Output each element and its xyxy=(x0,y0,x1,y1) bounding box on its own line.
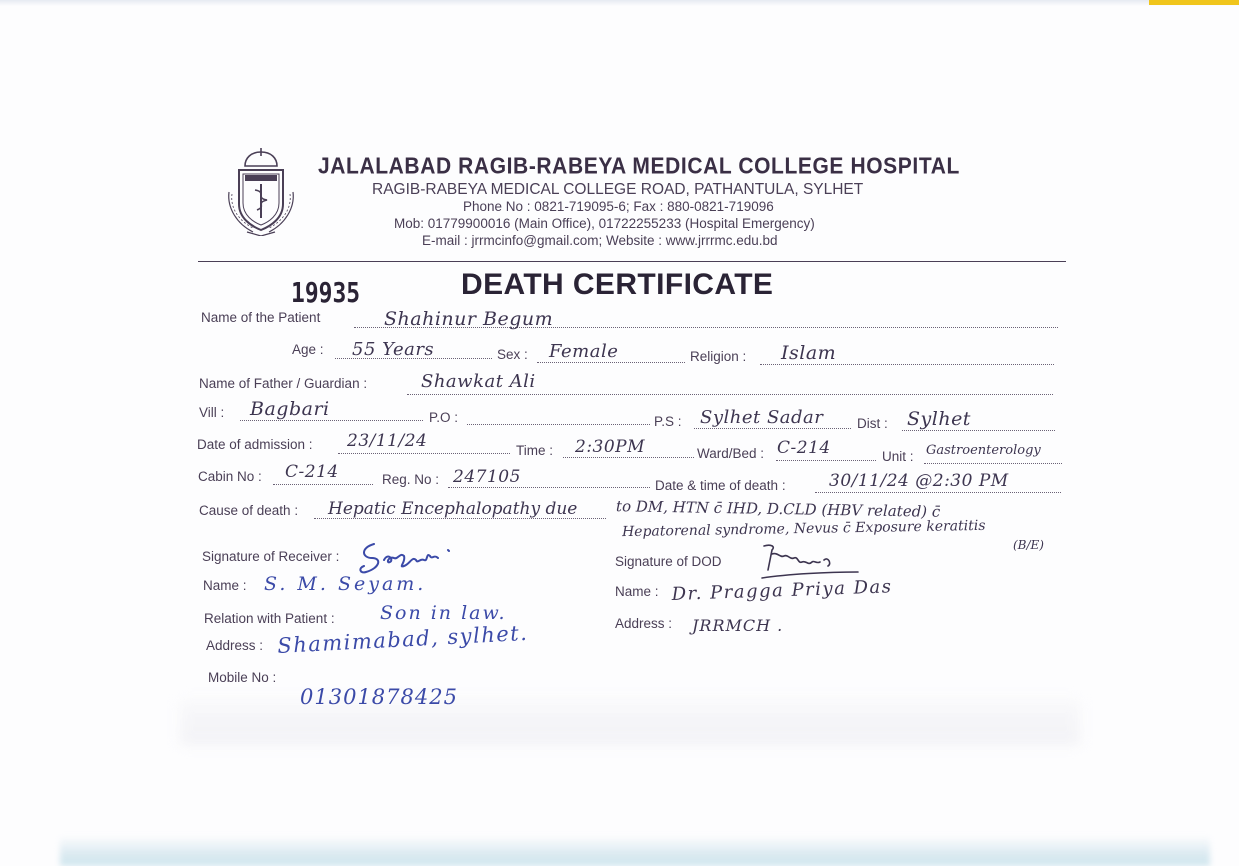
admission-date-line xyxy=(338,453,510,454)
label-guardian: Name of Father / Guardian : xyxy=(199,376,368,391)
value-receiver-address: Shamimabad, sylhet. xyxy=(276,620,529,658)
label-receiver-name: Name : xyxy=(203,578,247,593)
document-title: DEATH CERTIFICATE xyxy=(461,268,774,301)
label-time: Time : xyxy=(516,443,553,458)
label-sex: Sex : xyxy=(497,347,528,362)
hospital-mobile: Mob: 01779900016 (Main Office), 01722255233 (Hospital Emergency) xyxy=(394,216,815,231)
hospital-logo-icon xyxy=(223,148,299,236)
header-divider xyxy=(198,261,1066,262)
label-ward-bed: Ward/Bed : xyxy=(697,446,765,461)
value-sex: Female xyxy=(549,341,619,362)
label-dod-name: Name : xyxy=(615,584,659,599)
value-reg: 247105 xyxy=(453,467,521,487)
value-dod-address: JRRMCH . xyxy=(692,616,784,635)
certificate-serial-number: 19935 xyxy=(291,276,361,309)
guardian-line xyxy=(407,394,1053,395)
dist-line xyxy=(902,430,1055,431)
photo-edge-top xyxy=(0,0,1239,6)
label-reg: Reg. No : xyxy=(382,472,440,487)
value-patient-name: Shahinur Begum xyxy=(384,308,554,330)
label-cause-of-death: Cause of death : xyxy=(199,503,299,518)
value-guardian: Shawkat Ali xyxy=(421,371,536,392)
value-age: 55 Years xyxy=(352,339,435,360)
value-admission-date: 23/11/24 xyxy=(347,431,428,451)
value-receiver-mobile: 01301878425 xyxy=(300,685,458,709)
label-admission-date: Date of admission : xyxy=(197,437,313,452)
value-receiver-name: S. M. Seyam. xyxy=(264,573,427,595)
receiver-signature-icon xyxy=(354,538,462,578)
value-relation: Son in law. xyxy=(380,602,507,624)
label-relation: Relation with Patient : xyxy=(204,611,335,626)
label-dod-address: Address : xyxy=(615,616,673,631)
unit-line xyxy=(924,463,1062,464)
label-patient-name: Name of the Patient xyxy=(201,310,321,325)
hospital-email-website: E-mail : jrrmcinfo@gmail.com; Website : www.jrrrmc.edu.bd xyxy=(422,233,778,248)
value-cause-line-1: Hepatic Encephalopathy due xyxy=(328,499,578,519)
po-line xyxy=(467,424,650,425)
photo-corner xyxy=(1149,0,1239,5)
ward-bed-line xyxy=(776,460,876,461)
value-vill: Bagbari xyxy=(250,398,330,420)
label-death-datetime: Date & time of death : xyxy=(655,478,786,493)
vill-line xyxy=(240,420,423,421)
value-dist: Sylhet xyxy=(907,408,971,430)
photo-edge-bottom xyxy=(60,836,1210,866)
hospital-name: JALALABAD RAGIB-RABEYA MEDICAL COLLEGE HOSPITAL xyxy=(318,154,960,179)
cabin-line xyxy=(273,484,373,485)
label-receiver-signature: Signature of Receiver : xyxy=(202,549,340,564)
label-po: P.O : xyxy=(429,410,459,425)
value-cause-line-4: (B/E) xyxy=(1013,538,1044,552)
time-line xyxy=(563,457,694,458)
label-receiver-address: Address : xyxy=(206,638,264,653)
value-death-datetime: 30/11/24 @2:30 PM xyxy=(829,471,1009,491)
label-age: Age : xyxy=(292,342,324,357)
label-unit: Unit : xyxy=(882,449,914,464)
reg-line xyxy=(448,487,650,488)
value-cause-line-2: to DM, HTN c̄ IHD, D.CLD (HBV related) c̄ xyxy=(615,497,941,521)
value-cabin: C-214 xyxy=(285,462,339,482)
value-time: 2:30PM xyxy=(575,437,646,457)
religion-line xyxy=(760,364,1054,365)
value-cause-line-3: Hepatorenal syndrome, Nevus c̄ Exposure keratitis xyxy=(621,517,986,541)
value-dod-name: Dr. Pragga Priya Das xyxy=(671,576,893,605)
hospital-address: RAGIB-RABEYA MEDICAL COLLEGE ROAD, PATHANTULA, SYLHET xyxy=(372,181,864,198)
label-religion: Religion : xyxy=(690,349,747,364)
value-unit: Gastroenterology xyxy=(926,443,1041,458)
hospital-phone-fax: Phone No : 0821-719095-6; Fax : 880-0821-719096 xyxy=(463,199,774,214)
label-dod-signature: Signature of DOD xyxy=(615,554,722,569)
ps-line xyxy=(694,428,851,429)
death-datetime-line xyxy=(815,492,1061,493)
label-cabin: Cabin No : xyxy=(198,469,262,484)
label-vill: Vill : xyxy=(199,405,225,420)
value-ps: Sylhet Sadar xyxy=(700,407,824,428)
label-receiver-mobile: Mobile No : xyxy=(208,670,277,685)
label-ps: P.S : xyxy=(654,414,682,429)
sex-line xyxy=(537,362,685,363)
label-dist: Dist : xyxy=(857,416,888,431)
value-ward-bed: C-214 xyxy=(777,438,831,458)
value-religion: Islam xyxy=(781,342,837,364)
